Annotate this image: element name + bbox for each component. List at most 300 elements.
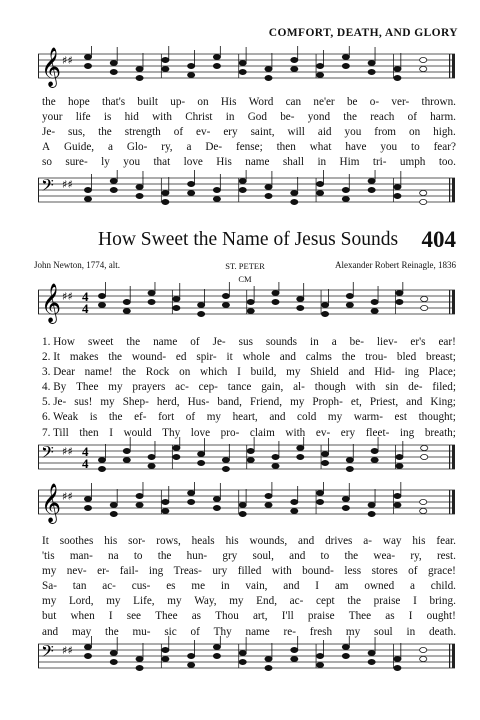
lyric-syllable: End, [256,595,277,608]
lyric-syllable: my [42,595,57,608]
lyric-syllable: sweet [87,336,114,348]
lyric-syllable: wounds, [249,535,288,547]
lyric-syllable: would [123,426,152,439]
lyric-syllable: name! [84,366,113,379]
lyric-line [42,549,456,564]
lyric-syllable: but [42,610,57,623]
lyric-syllable: cept [316,595,335,608]
treble-staff [38,46,455,94]
lyric-syllable: gain, [261,381,284,394]
lyric-syllable: see [126,610,142,623]
lyric-syllable: God [247,111,267,124]
lyric-syllable: that [153,156,171,169]
lyric-syllable: soul [374,625,393,638]
lyric-syllable: and [289,550,306,563]
lyric-syllable: a [410,580,415,593]
svg-text:𝄢: 𝄢 [41,641,54,665]
lyric-syllable: bound- [302,565,334,578]
lyric-syllable: as [385,610,395,623]
lyric-syllable: stores [371,565,398,578]
svg-text:♯♯: ♯♯ [62,178,73,191]
lyric-syllable: A [42,141,51,154]
lyric-syllable: hope [67,96,90,108]
lyric-syllable: of [190,336,200,348]
lyric-syllable: as [191,610,202,623]
lyric-syllable: thrown. [421,96,456,108]
lyric-syllable: in [406,625,416,638]
lyric-syllable: Je- [212,336,226,348]
lyric-syllable: be [346,96,358,108]
lyric-syllable: 2. It [42,351,61,364]
lyric-syllable: Friend, [250,396,283,409]
lyric-syllable: be- [349,336,364,348]
lyric-syllable: strength [124,126,161,139]
lyric-syllable: can [285,96,302,108]
lyric-syllable: wound- [131,351,167,364]
lyric-syllable: less [344,565,362,578]
lyric-syllable: makes [69,351,99,364]
lyric-syllable: ed [175,351,187,364]
lyric-syllable: Je- [42,126,56,139]
lyric-syllable: heart, [232,411,258,424]
lyric-syllable: de- [408,381,423,394]
lyric-syllable: ing [399,426,415,439]
lyric-syllable: name [153,336,178,348]
lyric-line [42,110,456,125]
lyric-syllable: 'tis [42,550,55,563]
lyric-syllable: too. [438,156,456,169]
svg-text:𝄞: 𝄞 [41,283,62,323]
lyric-syllable: his [225,535,239,547]
lyric-syllable: sure- [65,156,88,169]
lyric-syllable: fear. [436,535,456,547]
author-credit: John Newton, 1774, alt. [34,260,120,270]
lyric-line [42,335,456,350]
lyric-syllable: Thee [155,610,178,623]
treble-staff [38,482,455,530]
lyric-syllable: warm- [353,411,383,424]
lyric-syllable: Shep- [122,396,149,409]
lyric-syllable: Hid- [374,366,395,379]
lyric-syllable: my [42,565,57,578]
lyric-syllable: it [226,351,233,364]
lyric-syllable: shall [282,156,305,169]
lyric-syllable: reach [370,111,395,124]
lyric-syllable: Sa- [42,580,57,593]
lyric-syllable: my [206,411,221,424]
bass-staff [38,636,455,684]
lyric-syllable: with [152,111,172,124]
lyric-syllable: and [283,580,300,593]
lyric-syllable: ver- [391,96,410,108]
lyric-syllable: fear? [433,141,456,154]
lyric-syllable: es [166,580,176,593]
lyric-syllable: vain, [245,580,268,593]
lyric-syllable: fleet- [365,426,390,439]
composer-credit: Alexander Robert Reinagle, 1836 [335,260,456,270]
lyric-syllable: heals [191,535,215,547]
lyric-syllable: you [123,156,141,169]
lyric-syllable: 5. Je- [42,396,67,409]
lyric-syllable: I [413,595,417,608]
lyric-syllable: ing [404,366,419,379]
lyric-syllable: herd, [156,396,180,409]
lyric-syllable: Thee [348,610,372,623]
lyric-syllable: fort [158,411,175,424]
lyric-line [42,125,456,140]
lyric-syllable: Guide, [63,141,95,154]
svg-text:𝄞: 𝄞 [41,47,62,87]
lyric-syllable: harm. [430,111,456,124]
lyric-syllable: mu- [132,625,151,638]
lyric-syllable: and [298,535,315,547]
lyric-syllable: grace! [427,565,456,578]
lyric-syllable: nev- [66,565,87,578]
lyric-syllable: sin [385,381,399,394]
lyric-syllable: to [133,550,143,563]
lyric-syllable: ef- [134,411,147,424]
lyric-syllable: sounds [265,336,298,348]
lyric-syllable: ev- [196,126,211,139]
lyric-syllable: I [109,426,113,439]
lyric-syllable: a [186,141,192,154]
svg-text:♯♯: ♯♯ [62,490,73,503]
lyric-syllable: o- [369,96,380,108]
treble-staff [38,282,455,330]
lyric-syllable: my [327,411,343,424]
lyric-line [42,609,456,624]
lyric-syllable: build, [250,366,277,379]
verse-lyrics [42,335,456,441]
lyric-syllable: tri- [372,156,387,169]
lyric-syllable: my [108,381,123,394]
lyric-syllable: though [314,381,346,394]
lyric-syllable: when [70,610,95,623]
lyric-syllable: me [191,580,206,593]
lyric-syllable: 6. Weak [42,411,79,424]
lyric-syllable: er- [97,565,110,578]
lyric-syllable: spir- [196,351,217,364]
lyric-line [42,395,456,410]
lyric-syllable: name [245,156,270,169]
lyric-syllable: ury [212,565,228,578]
lyric-syllable: est [394,411,407,424]
lyric-syllable: Treas- [173,565,202,578]
lyric-syllable: man- [69,550,93,563]
lyric-syllable: then [79,426,99,439]
lyric-syllable: yond [307,111,331,124]
lyric-syllable: built [137,96,158,108]
lyric-syllable: life [75,111,91,124]
lyric-syllable: up- [170,96,186,108]
lyric-syllable: I'll [281,610,294,623]
section-header: COMFORT, DEATH, AND GLORY [268,27,458,39]
lyric-syllable: wea- [373,550,396,563]
lyric-syllable: ac- [102,580,116,593]
lyric-syllable: filed; [432,381,456,394]
lyric-syllable: may [71,625,92,638]
lyric-syllable: 4. By [42,381,67,394]
lyric-syllable: Rock [145,366,170,379]
lyric-syllable: fense; [235,141,263,154]
lyric-syllable: to [411,141,420,154]
svg-text:𝄞: 𝄞 [41,483,62,523]
lyric-syllable: in [220,580,230,593]
lyric-syllable: my [290,396,305,409]
lyric-syllable: Word [248,96,274,108]
lyric-syllable: the [157,550,172,563]
lyric-syllable: Proph- [312,396,343,409]
lyric-syllable: my [345,625,361,638]
lyric-syllable: then [276,141,296,154]
lyric-syllable: Him [339,156,360,169]
lyric-syllable: ry, [161,141,173,154]
lyric-syllable: way [382,535,402,547]
lyric-syllable: bled [396,351,417,364]
lyric-syllable: na [108,550,119,563]
lyric-syllable: De- [205,141,223,154]
lyric-syllable: with [271,565,292,578]
lyric-syllable: thought; [418,411,456,424]
lyric-syllable: on [408,126,421,139]
lyric-syllable: I [315,580,320,593]
lyric-syllable: what [309,141,332,154]
lyric-line [42,579,456,594]
lyric-syllable: on [179,366,191,379]
lyric-syllable: my [229,595,244,608]
lyric-syllable: which [200,366,228,379]
lyric-syllable: of [407,111,417,124]
lyric-syllable: and [269,411,286,424]
lyric-syllable: pro- [220,426,240,439]
lyric-syllable: gry [222,550,238,563]
lyric-syllable: al- [293,381,305,394]
lyric-line [42,365,456,380]
lyric-syllable: umph [399,156,426,169]
lyric-syllable: am [334,580,349,593]
lyric-syllable: and [406,396,423,409]
lyric-syllable: high. [433,126,456,139]
lyric-syllable: name [245,625,270,638]
lyric-syllable: the [108,351,123,364]
svg-text:𝄢: 𝄢 [41,175,54,199]
lyric-syllable: aid [317,126,332,139]
lyric-syllable: soul, [252,550,274,563]
lyric-syllable: ought! [426,610,456,623]
lyric-syllable: my [167,595,182,608]
lyric-syllable: fail- [119,565,139,578]
lyric-syllable: will [287,126,305,139]
lyric-syllable: have [345,141,367,154]
lyric-syllable: the [341,351,356,364]
lyric-syllable: tan [72,580,87,593]
lyric-syllable: tance [227,381,252,394]
lyric-line [42,95,456,110]
lyric-syllable: Thou [215,610,239,623]
lyric-syllable: you [380,141,398,154]
lyric-syllable: Way, [194,595,217,608]
lyric-syllable: so [42,156,52,169]
lyric-syllable: from [374,126,396,139]
svg-text:4: 4 [82,301,89,316]
svg-text:♯♯: ♯♯ [62,54,73,67]
lyric-syllable: ac- [289,595,304,608]
lyric-syllable: to [320,550,330,563]
tune-name: ST. PETER [225,261,265,271]
lyric-syllable: praise [373,595,401,608]
lyric-syllable: Thee [76,381,99,394]
lyric-syllable: ac- [175,381,189,394]
lyric-syllable: prayers [132,381,166,394]
lyric-syllable: the [108,411,123,424]
lyric-syllable: the [344,550,359,563]
lyric-syllable: His [216,156,232,169]
lyric-syllable: ing [148,565,164,578]
meter: CM [238,274,252,284]
verse-lyrics [42,95,456,170]
svg-text:4: 4 [82,289,89,304]
lyric-line [42,534,456,549]
lyric-syllable: in [317,156,327,169]
lyric-syllable: the [98,126,112,139]
lyric-syllable: and [279,351,296,364]
lyric-syllable: be- [280,111,295,124]
hymn-title: How Sweet the Name of Jesus Sounds [98,229,399,250]
svg-text:♯♯: ♯♯ [62,644,73,657]
verse-lyrics [42,534,456,640]
lyric-syllable: in [310,336,319,348]
lyric-syllable: calms [305,351,332,364]
lyric-syllable: ry, [410,550,422,563]
lyric-syllable: is [103,111,112,124]
lyric-syllable: cus- [131,580,151,593]
lyric-syllable: ery [223,126,238,139]
lyric-syllable: owned [364,580,395,593]
lyric-syllable: breast; [426,351,456,364]
lyric-syllable: a [107,141,113,154]
lyric-syllable: Hus- [187,396,210,409]
lyric-syllable: Lord, [68,595,94,608]
lyric-syllable: liev- [376,336,398,348]
lyric-syllable: with [355,381,376,394]
lyric-syllable: Place; [428,366,456,379]
lyric-syllable: the [347,595,361,608]
lyric-syllable: 7. Till [42,426,69,439]
lyric-syllable: a- [363,535,372,547]
lyric-syllable: Glo- [126,141,148,154]
lyric-syllable: ery [340,426,356,439]
lyric-syllable: with [285,426,306,439]
lyric-syllable: filled [237,565,262,578]
lyric-syllable: hun- [186,550,208,563]
lyric-syllable: the [343,111,357,124]
lyric-syllable: trou- [365,351,388,364]
lyric-syllable: ev- [315,426,331,439]
lyric-syllable: soothes [59,535,94,547]
bass-staff [38,170,455,218]
lyric-syllable: that's [101,96,126,108]
lyric-syllable: is [89,411,98,424]
lyric-syllable: and [348,366,365,379]
lyric-syllable: re- [283,625,296,638]
lyric-syllable: band, [217,396,242,409]
lyric-syllable: art, [252,610,268,623]
lyric-syllable: the [42,96,56,108]
lyric-syllable: and [42,625,59,638]
hymn-number: 404 [421,227,456,252]
lyric-syllable: It [42,535,49,547]
lyric-syllable: of [185,411,196,424]
lyric-syllable: rest. [436,550,456,563]
lyric-syllable: love [190,426,211,439]
lyric-syllable: praise [307,610,335,623]
lyric-syllable: I [237,366,241,379]
lyric-syllable: death. [428,625,456,638]
lyric-line [42,410,456,425]
lyric-syllable: hid [124,111,139,124]
bass-staff [38,437,455,485]
lyric-syllable: of [190,625,200,638]
lyric-syllable: sus! [74,396,93,409]
lyric-syllable: sic [164,625,177,638]
lyric-syllable: er's [410,336,426,348]
lyric-syllable: saint, [250,126,275,139]
lyric-syllable: King; [430,396,456,409]
lyric-syllable: sus [238,336,253,348]
lyric-syllable: the [126,336,141,348]
lyric-syllable: in [225,111,235,124]
lyric-line [42,564,456,579]
svg-text:4: 4 [82,444,89,459]
lyric-syllable: a [331,336,337,348]
lyric-syllable: fresh [309,625,333,638]
lyric-syllable: child. [430,580,456,593]
lyric-syllable: the [105,625,119,638]
lyric-syllable: 1. How [42,336,75,348]
lyric-syllable: bring. [429,595,456,608]
lyric-line [42,350,456,365]
lyric-syllable: 3. Dear [42,366,75,379]
lyric-syllable: rows, [156,535,181,547]
lyric-syllable: ear! [438,336,456,348]
lyric-syllable: I [408,610,413,623]
lyric-syllable: et, [350,396,362,409]
svg-text:4: 4 [82,456,89,471]
lyric-syllable: of [408,565,418,578]
lyric-syllable: my [106,595,121,608]
lyric-syllable: claim [249,426,275,439]
lyric-syllable: whole [242,351,270,364]
svg-text:♯♯: ♯♯ [62,445,73,458]
lyric-syllable: cep- [198,381,218,394]
lyric-line [42,140,456,155]
lyric-syllable: my [286,366,301,379]
lyric-syllable: cold [297,411,317,424]
svg-text:𝄢: 𝄢 [41,442,54,466]
lyric-line [42,155,456,170]
lyric-syllable: love [183,156,203,169]
lyric-syllable: my [100,396,115,409]
lyric-syllable: sor- [128,535,146,547]
lyric-syllable: your [42,111,63,124]
lyric-syllable: drives [325,535,353,547]
lyric-syllable: on [197,96,209,108]
lyric-syllable: his [104,535,118,547]
lyric-syllable: ly [101,156,110,169]
lyric-syllable: his [412,535,426,547]
lyric-syllable: I [108,610,113,623]
lyric-syllable: His [220,96,237,108]
